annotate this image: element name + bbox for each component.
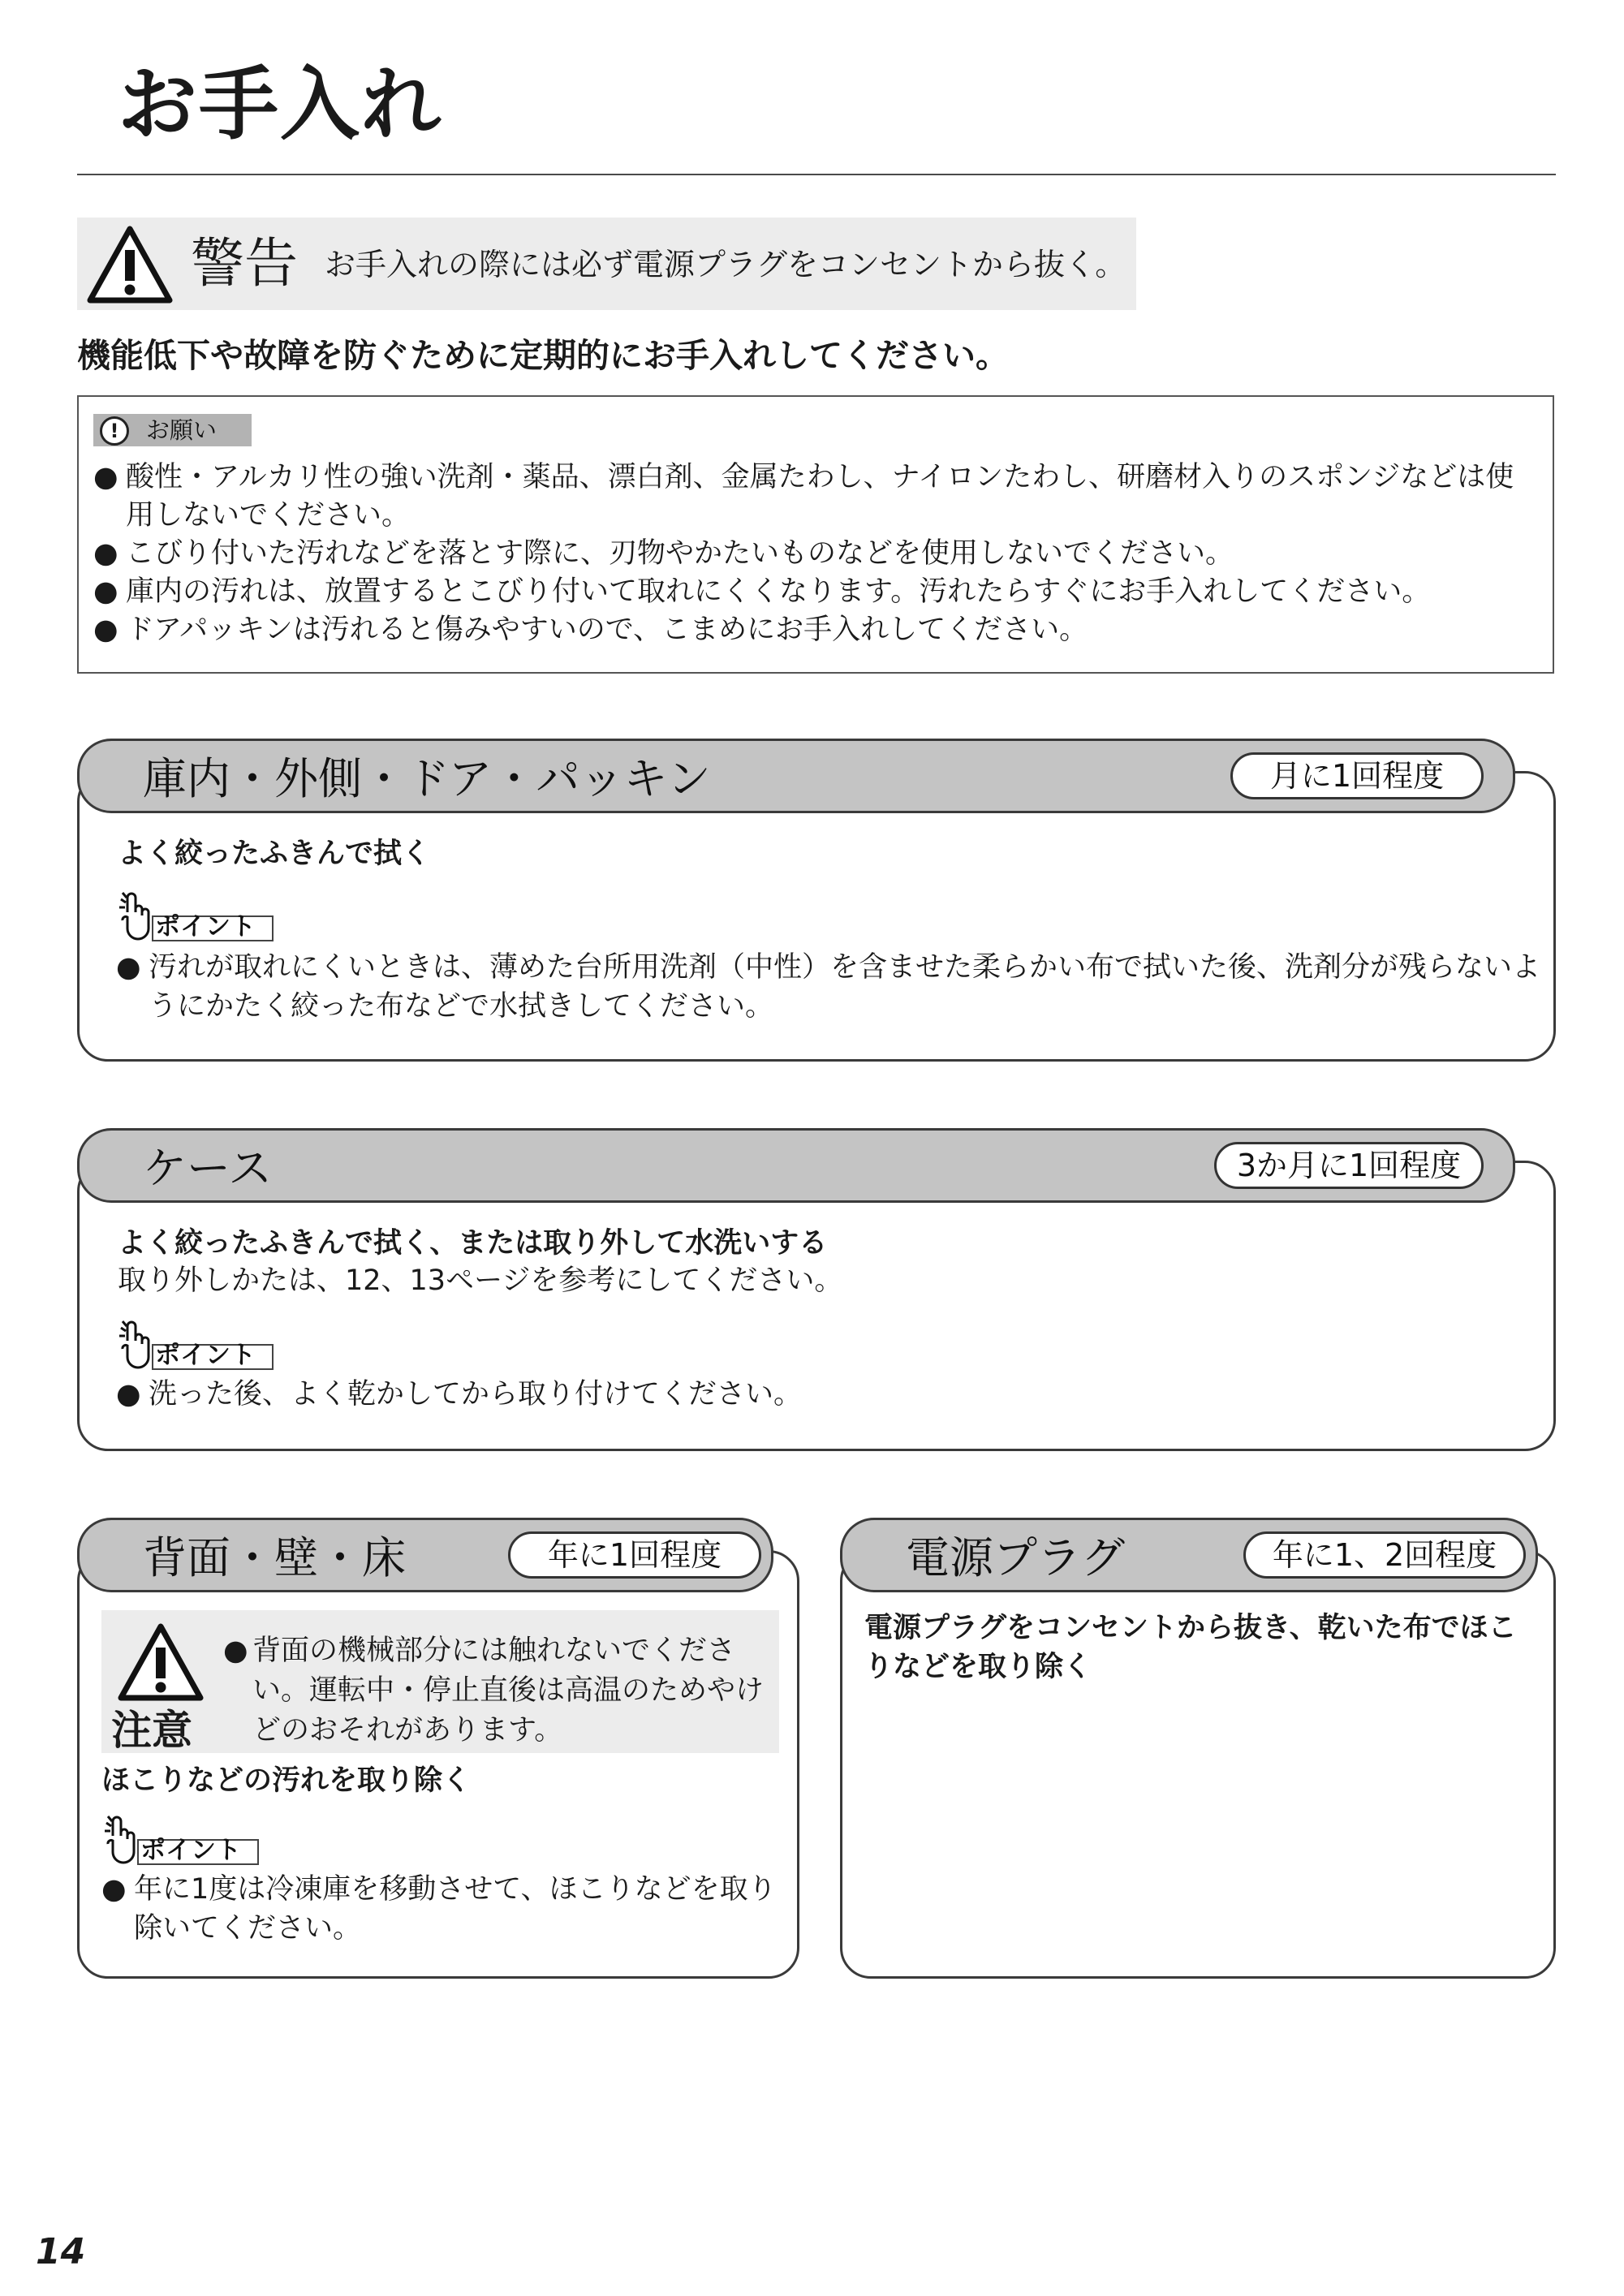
section-note: 取り外しかたは、12、13ページを参考にしてください。 (118, 1264, 843, 1297)
request-list (93, 459, 1538, 649)
section-lead: よく絞ったふきんで拭く (118, 838, 431, 870)
pointing-hand-icon (101, 1815, 140, 1865)
section-title: 背面・壁・床 (143, 1532, 406, 1583)
section-plug (840, 1518, 1556, 1980)
section-title: 庫内・外側・ドア・パッキン (143, 753, 711, 804)
frequency-badge: 年に1、2回程度 (1243, 1531, 1526, 1579)
section-header (77, 1518, 773, 1592)
intro-text: 機能低下や故障を防ぐために定期的にお手入れしてください。 (77, 336, 1009, 375)
title-divider (77, 174, 1556, 175)
point-text: ● 汚れが取れにくいときは、薄めた台所用洗剤（中性）を含ませた柔らかい布で拭いた後、洗剤分が残らないようにかたく絞った布などで水拭きしてください。 (116, 948, 1544, 1026)
warning-triangle-icon (85, 224, 174, 305)
list-item: ● 庫内の汚れは、放置するとこびり付いて取れにくくなります。汚れたらすぐにお手入れしてください。 (93, 573, 1538, 611)
warning-label: 警告 (191, 232, 298, 295)
section-header (840, 1518, 1538, 1592)
caution-triangle-icon (116, 1622, 205, 1703)
section-title: 電源プラグ (906, 1532, 1125, 1583)
point-text: ● 年に1度は冷凍庫を移動させて、ほこりなどを取り除いてください。 (101, 1870, 783, 1948)
caution-text: ● 背面の機械部分には触れないでください。運転中・停止直後は高温のためやけどのおそれがあります。 (223, 1631, 775, 1751)
frequency-badge: 月に1回程度 (1230, 752, 1484, 799)
list-item: ● こびり付いた汚れなどを落とす際に、刃物やかたいものなどを使用しないでください。 (93, 535, 1538, 573)
point-label: ポイント (101, 1815, 264, 1865)
section-back (77, 1518, 808, 1980)
section-lead: 電源プラグをコンセントから抜き、乾いた布でほこりなどを取り除く (864, 1612, 1517, 1683)
section-lead: ほこりなどの汚れを取り除く (101, 1764, 472, 1797)
section-title: ケース (143, 1143, 273, 1194)
section-interior (77, 739, 1556, 1063)
caution-box (101, 1610, 779, 1753)
request-box (77, 395, 1554, 674)
warning-banner (77, 218, 1136, 310)
exclamation-icon: ! (100, 416, 129, 446)
section-lead: よく絞ったふきんで拭く、または取り外して水洗いする (118, 1227, 828, 1260)
pointing-hand-icon (116, 891, 155, 941)
request-label: お願い (146, 416, 218, 444)
page-title: お手入れ (118, 58, 443, 151)
request-tag (93, 414, 252, 446)
page-number: 14 (36, 2231, 86, 2272)
pointing-hand-icon (116, 1320, 155, 1370)
section-header (77, 739, 1515, 813)
warning-text: お手入れの際には必ず電源プラグをコンセントから抜く。 (325, 247, 1126, 282)
frequency-badge: 3か月に1回程度 (1214, 1142, 1484, 1189)
frequency-badge: 年に1回程度 (508, 1531, 761, 1579)
point-text: ● 洗った後、よく乾かしてから取り付けてください。 (116, 1375, 1544, 1414)
list-item: ● 酸性・アルカリ性の強い洗剤・薬品、漂白剤、金属たわし、ナイロンたわし、研磨材入りのスポンジなどは使用しないでください。 (93, 459, 1538, 535)
section-case (77, 1128, 1556, 1453)
point-label: ポイント (116, 891, 278, 941)
point-label: ポイント (116, 1320, 278, 1370)
caution-label: 注意 (111, 1707, 192, 1754)
section-header (77, 1128, 1515, 1203)
list-item: ● ドアパッキンは汚れると傷みやすいので、こまめにお手入れしてください。 (93, 611, 1538, 649)
